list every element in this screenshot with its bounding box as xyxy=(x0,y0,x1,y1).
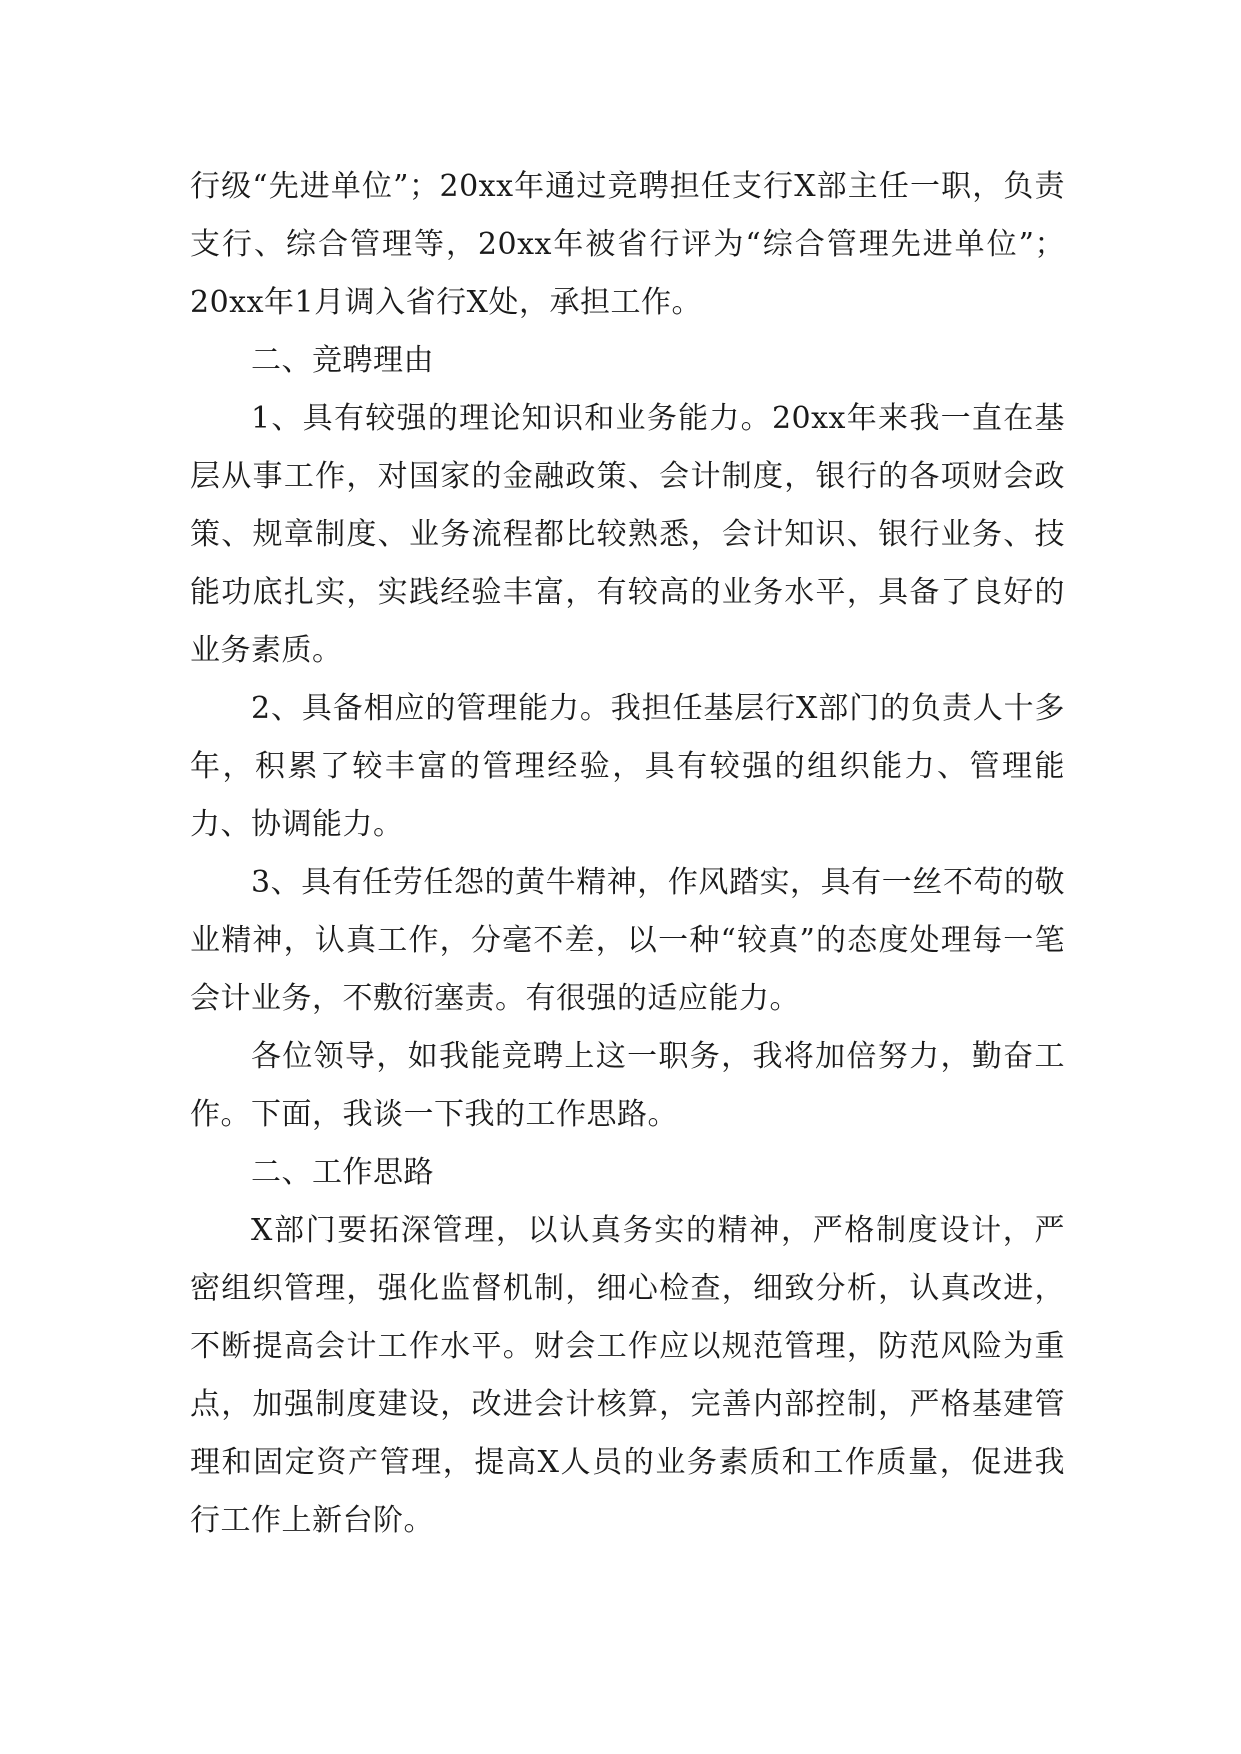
document-body xyxy=(190,158,1065,1550)
paragraph-reason-1: 1、具有较强的理论知识和业务能力。20xx年来我一直在基层从事工作，对国家的金融政策、会计制度，银行的各项财会政策、规章制度、业务流程都比较熟悉，会计知识、银行业务、技能功底扎实，实践经验丰富，有较高的业务水平，具备了良好的业务素质。 xyxy=(190,401,1065,668)
paragraph-reason-2: 2、具备相应的管理能力。我担任基层行X部门的负责人十多年，积累了较丰富的管理经验，具有较强的组织能力、管理能力、协调能力。 xyxy=(190,691,1065,842)
paragraph-reason-3: 3、具有任劳任怨的黄牛精神，作风踏实，具有一丝不苟的敬业精神，认真工作，分毫不差，以一种“较真”的态度处理每一笔会计业务，不敷衍塞责。有很强的适应能力。 xyxy=(190,865,1065,1016)
paragraph-commitment: 各位领导，如我能竞聘上这一职务，我将加倍努力，勤奋工作。下面，我谈一下我的工作思路。 xyxy=(190,1039,1065,1132)
paragraph-work-plan: X部门要拓深管理，以认真务实的精神，严格制度设计，严密组织管理，强化监督机制，细心检查，细致分析，认真改进，不断提高会计工作水平。财会工作应以规范管理，防范风险为重点，加强制度建设，改进会计核算，完善内部控制，严格基建管理和固定资产管理，提高X人员的业务素质和工作质量，促进我行工作上新台阶。 xyxy=(190,1213,1065,1538)
paragraph-continuation: 行级“先进单位”；20xx年通过竞聘担任支行X部主任一职，负责支行、综合管理等，20xx年被省行评为“综合管理先进单位”；20xx年1月调入省行X处，承担工作。 xyxy=(190,169,1065,320)
section-heading-work-plan: 二、工作思路 xyxy=(251,1155,434,1190)
section-heading-reasons: 二、竞聘理由 xyxy=(251,343,434,378)
